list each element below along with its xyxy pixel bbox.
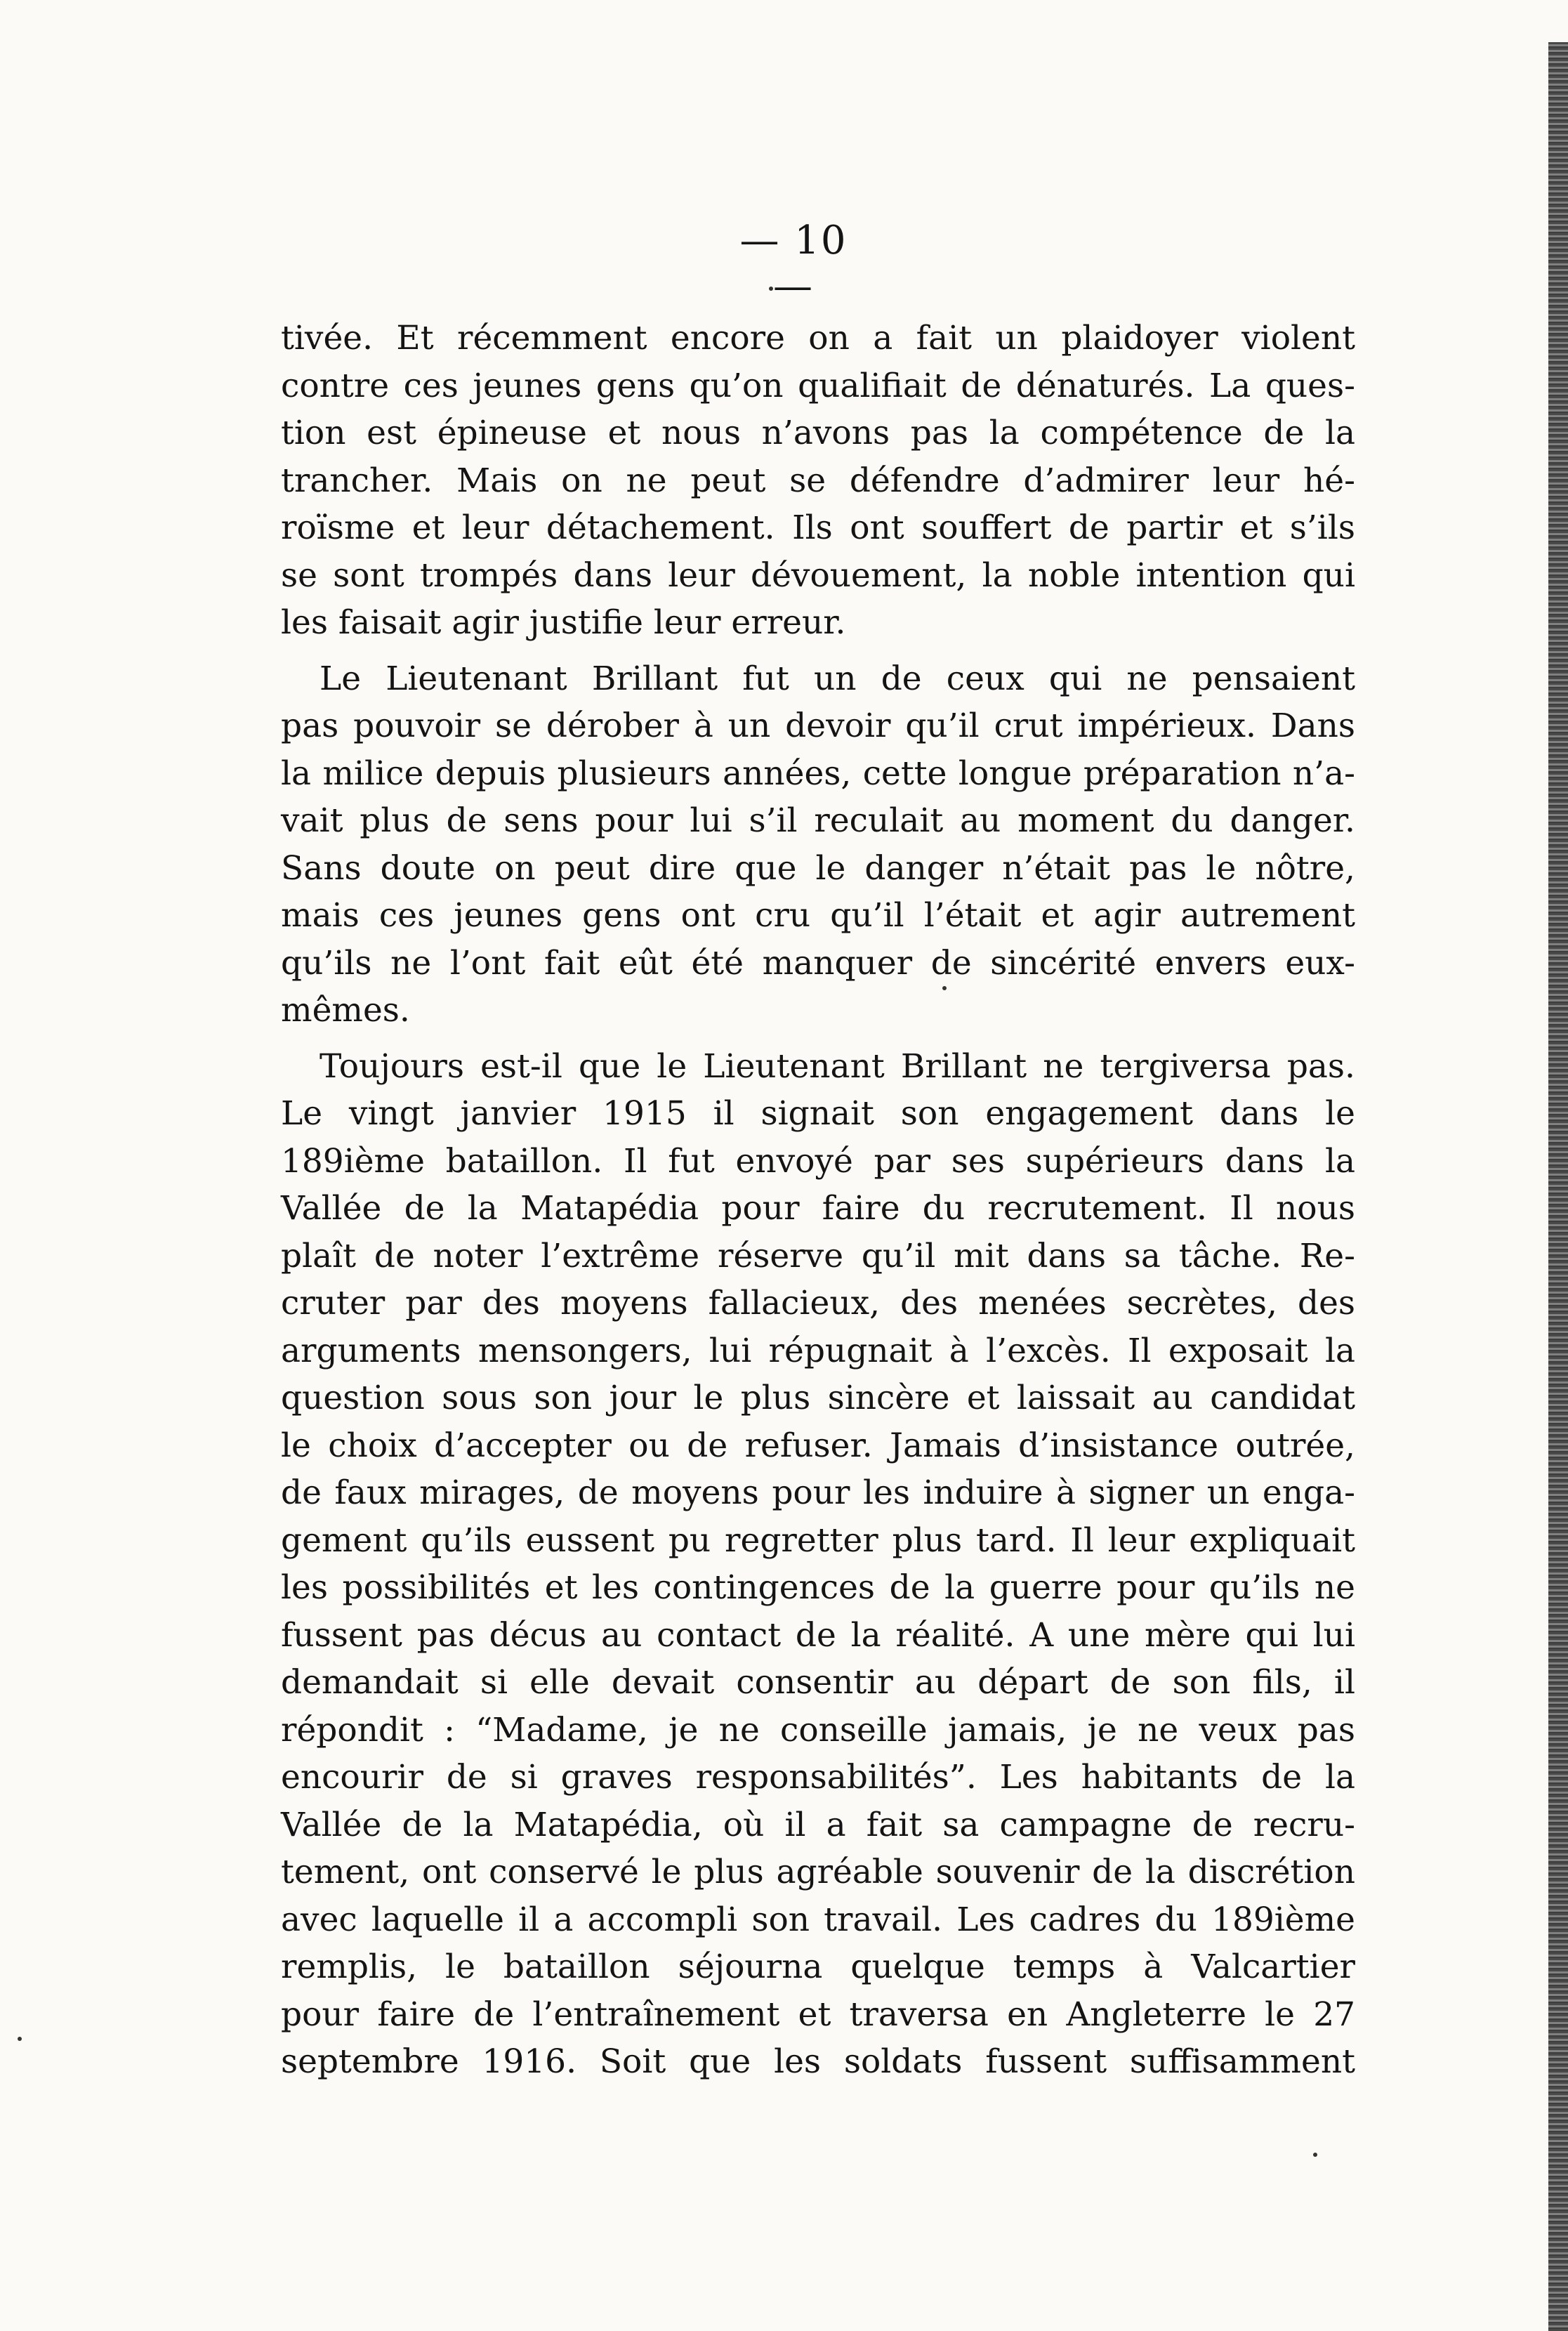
- text-line: arguments mensongers, lui répugnait à l’excès. Il exposait la: [281, 1331, 1355, 1370]
- text-line: tivée. Et récemment encore on a fait un plaidoyer violent: [281, 319, 1355, 357]
- text-line: fussent pas décus au contact de la réalité. A une mère qui lui: [281, 1615, 1355, 1655]
- page-number: — 10 —: [739, 218, 848, 309]
- text-line: question sous son jour le plus sincère et laissait au candidat: [281, 1379, 1355, 1417]
- text-line: tion est épineuse et nous n’avons pas la compétence de la: [281, 414, 1355, 452]
- text-line: mêmes.: [281, 991, 410, 1030]
- scan-speck: [942, 986, 947, 990]
- paragraph-3: [281, 1043, 1355, 2086]
- text-line: roïsme et leur détachement. Ils ont souffert de partir et s’ils: [281, 508, 1355, 547]
- body-text: [281, 315, 1355, 2086]
- text-line: septembre 1916. Soit que les soldats fussent suffisamment: [281, 2042, 1355, 2081]
- scan-speck: [769, 287, 773, 291]
- paragraph-2: [281, 655, 1355, 1035]
- text-line: Vallée de la Matapédia, où il a fait sa campagne de recru-: [281, 1805, 1355, 1844]
- text-line: le choix d’accepter ou de refuser. Jamais d’insistance outrée,: [281, 1426, 1355, 1465]
- text-line: gement qu’ils eussent pu regretter plus tard. Il leur expliquait: [281, 1521, 1355, 1560]
- text-line: 189ième bataillon. Il fut envoyé par ses supérieurs dans la: [281, 1141, 1355, 1181]
- text-line: les possibilités et les contingences de la guerre pour qu’ils ne: [281, 1568, 1355, 1607]
- text-line: Vallée de la Matapédia pour faire du recrutement. Il nous: [281, 1189, 1355, 1228]
- text-line: Toujours est-il que le Lieutenant Brillant ne tergiversa pas.: [319, 1046, 1355, 1086]
- text-line: répondit : “Madame, je ne conseille jamais, je ne veux pas: [281, 1710, 1355, 1749]
- text-line: de faux mirages, de moyens pour les induire à signer un enga-: [281, 1473, 1355, 1512]
- text-line: se sont trompés dans leur dévouement, la noble intention qui: [281, 556, 1355, 595]
- text-line: encourir de si graves responsabilités”. Les habitants de la: [281, 1758, 1355, 1797]
- text-line: vait plus de sens pour lui s’il reculait au moment du danger.: [281, 801, 1355, 840]
- text-line: pour faire de l’entraînement et traversa en Angleterre le 27: [281, 1995, 1355, 2034]
- text-line: contre ces jeunes gens qu’on qualifiait de dénaturés. La ques-: [281, 366, 1355, 405]
- text-line: Le Lieutenant Brillant fut un de ceux qui ne pensaient: [319, 659, 1355, 698]
- text-line: Sans doute on peut dire que le danger n’était pas le nôtre,: [281, 848, 1355, 888]
- page-binding-edge: [1548, 42, 1568, 2331]
- scan-speck: [18, 2037, 22, 2041]
- text-line: avec laquelle il a accompli son travail. Les cadres du 189ième: [281, 1900, 1355, 1939]
- text-line: tement, ont conservé le plus agréable souvenir de la discrétion: [281, 1853, 1355, 1891]
- text-line: la milice depuis plusieurs années, cette longue préparation n’a-: [281, 754, 1355, 793]
- text-line: Le vingt janvier 1915 il signait son engagement dans le: [281, 1094, 1355, 1133]
- text-line: qu’ils ne l’ont fait eût été manquer de sincérité envers eux-: [281, 943, 1355, 983]
- text-line: remplis, le bataillon séjourna quelque temps à Valcartier: [281, 1948, 1355, 1986]
- text-line: trancher. Mais on ne peut se défendre d’admirer leur hé-: [281, 461, 1355, 500]
- text-line: plaît de noter l’extrême réserve qu’il mit dans sa tâche. Re-: [281, 1236, 1355, 1275]
- text-line: les faisait agir justifie leur erreur.: [281, 603, 846, 642]
- scan-speck: [1313, 2153, 1317, 2157]
- text-line: demandait si elle devait consentir au départ de son fils, il: [281, 1663, 1355, 1702]
- text-line: mais ces jeunes gens ont cru qu’il l’était et agir autrement: [281, 896, 1355, 935]
- paragraph-1: [281, 315, 1355, 647]
- text-line: pas pouvoir se dérober à un devoir qu’il crut impérieux. Dans: [281, 707, 1355, 745]
- text-line: cruter par des moyens fallacieux, des menées secrètes, des: [281, 1284, 1355, 1322]
